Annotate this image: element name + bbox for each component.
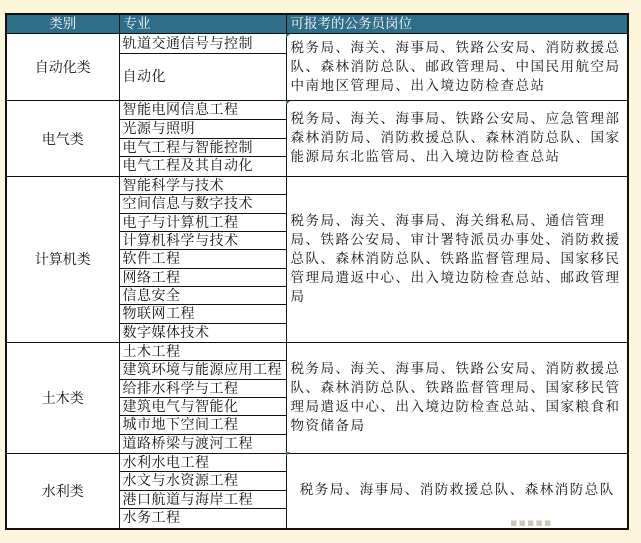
major-item: 水文与水资源工程 [120,472,286,491]
watermark: ▪▪▪▪▪ [510,516,553,529]
jobs-cell: 税务局、海关、海事局、铁路公安局、消防救援总队、森林消防总队、铁路监督管理局、国家移民管理局遣返中心、出入境边防检查总站、国家粮食和物资储备局 [286,342,628,453]
major-item: 城市地下空间工程 [120,416,286,434]
majors-cell [119,453,286,529]
jobs-cell: 税务局、海关、海事局、铁路公安局、应急管理部森林消防局、消防救援总队、森林消防总队、国家能源局东北监管局、出入境边防检查总站 [286,101,628,177]
category-cell: 计算机类 [6,177,119,343]
major-item: 电气工程与智能控制 [120,139,286,158]
majors-cell [119,101,286,177]
major-item: 电子与计算机工程 [120,214,286,232]
category-cell: 土木类 [6,342,119,453]
cell-marker-icon [286,452,290,456]
jobs-cell: 税务局、海事局、消防救援总队、森林消防总队 [286,453,628,529]
major-item: 计算机科学与技术 [120,232,286,250]
major-item: 水务工程 [122,510,181,527]
table-row [6,177,628,343]
major-item: 软件工程 [120,250,286,268]
table-row [6,101,628,177]
header-jobs: 可报考的公务员岗位 [286,14,628,34]
major-item: 智能科学与技术 [120,177,286,195]
table-row [6,34,628,101]
header-major: 专业 [119,14,286,34]
major-item: 港口航道与海岸工程 [120,491,286,510]
jobs-cell: 税务局、海关、海事局、海关缉私局、通信管理局、铁路公安局、审计署特派员办事处、消防救援总队、森林消防总队、铁路监督管理局、国家移民管理局遣返中心、出入境边防检查总站、邮政管理局 [286,177,628,343]
major-item: 智能电网信息工程 [120,101,286,120]
major-item: 轨道交通信号与控制 [120,34,286,54]
table-row [6,342,628,453]
major-item: 给排水科学与工程 [120,380,286,398]
header-category: 类别 [6,14,119,34]
majors-cell [119,34,286,101]
table-header-row [6,14,628,34]
major-item: 道路桥梁与渡河工程 [122,435,253,452]
category-cell: 自动化类 [6,34,119,101]
major-item: 自动化 [122,69,166,85]
major-item: 信息安全 [120,287,286,305]
major-item: 数字媒体技术 [122,324,210,341]
jobs-cell: 税务局、海关、海事局、铁路公安局、消防救援总队、森林消防总队、邮政管理局、中国民用航空局中南地区管理局、出入境边防检查总站 [286,34,628,101]
major-item: 水利水电工程 [120,454,286,473]
cell-marker-icon [286,34,290,38]
majors-cell [119,342,286,453]
major-item: 建筑电气与智能化 [120,398,286,416]
major-item: 网络工程 [120,269,286,287]
majors-jobs-table [5,13,629,530]
major-item: 土木工程 [120,343,286,361]
category-cell: 水利类 [6,453,119,529]
major-item: 空间信息与数字技术 [120,195,286,213]
cell-marker-icon [286,101,290,105]
major-item: 电气工程及其自动化 [122,158,253,175]
major-item: 建筑环境与能源应用工程 [120,361,286,379]
major-item: 物联网工程 [120,305,286,323]
category-cell: 电气类 [6,101,119,177]
major-item: 光源与照明 [120,120,286,139]
majors-cell [119,177,286,343]
